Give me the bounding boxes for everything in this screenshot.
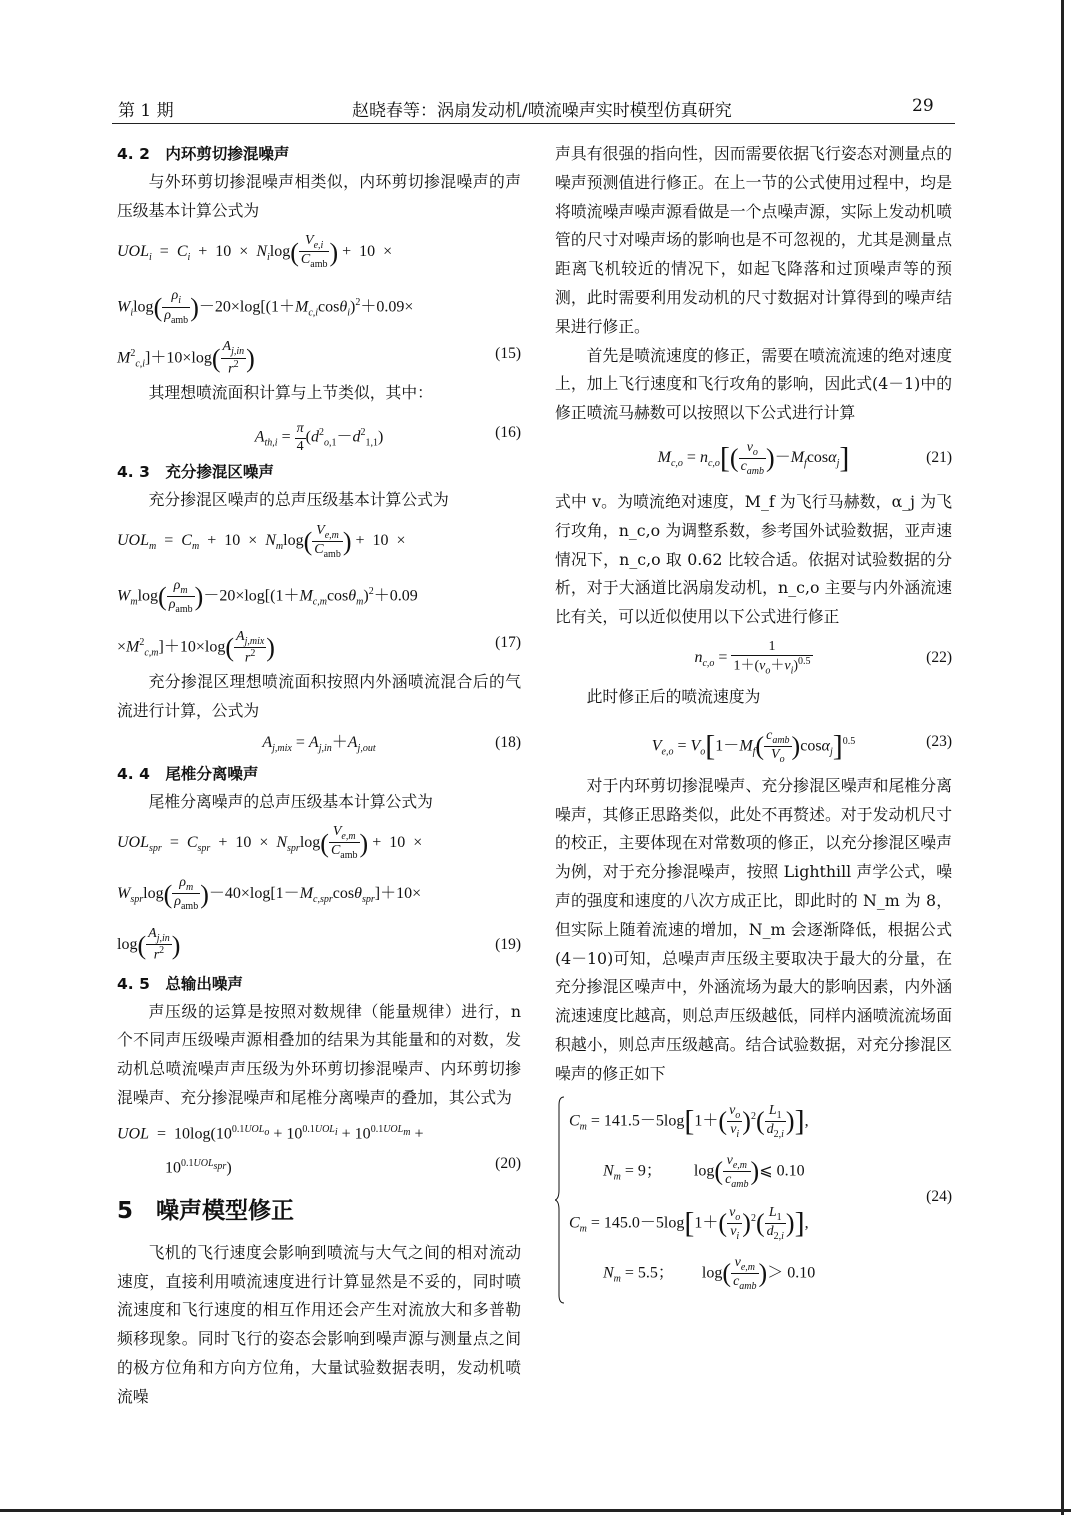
- eq20-line-2: $10^{0.1UOL_{spr}}$) (20): [117, 1147, 521, 1181]
- eq17-number: (17): [495, 634, 521, 652]
- eq24-row-4: $N_m = 5.5$； log( $\frac{v_{e,m}}{c_{amb}}$ )＞ 0.10: [603, 1254, 816, 1292]
- eq23-number: (23): [926, 732, 952, 750]
- eq17-line-3: $\times M^2_{c,m}]+10\times\log$( $\frac{A_{j,mix}}{r^2}$ ) (17): [117, 617, 521, 668]
- eq20-number: (20): [495, 1154, 521, 1172]
- eq18-number: (18): [495, 733, 521, 751]
- eq24-system: [555, 1095, 952, 1305]
- eq21-line: $M_{c,o} = n_{c,o}$[( $\frac{v_o}{c_{amb}}$ )$-M_f\cos\alpha_j$] (21): [555, 428, 952, 488]
- eq23-line: $V_{e,o} = V_o[1-M_f$( $\frac{c_{amb}}{V_o}$ )cosα$_j$]$^{0.5}$ (23): [555, 712, 952, 772]
- section-4-3-para-2: 充分掺混区理想喷流面积按照内外涵喷流混合后的气流进行计算，公式为: [117, 672, 521, 720]
- eq19-line-1: $UOL_{spr} = C_{spr} + 10 \times N_{spr}\log$( $\frac{V_{e,m}}{C_{amb}}$ ) + 10 ×: [117, 824, 423, 862]
- right-para-1: 声具有很强的指向性，因而需要依据飞行姿态对测量点的噪声预测值进行修正。在上一节的公式使用过程中，均是将喷流噪声噪声源看做是一个点噪声源，实际上发动机喷管的尺寸对噪声场的影响也是不可忽视的，尤其是测量点距离飞机较近的情况下，如起飞降落和过顶噪声等的预测，此时需要利用发动机的尺寸数据对计算得到的噪声结果进行修正。: [555, 144, 952, 336]
- eq22-line: $n_{c,o}$ = $\frac{1}{1+(v_o+v_i)^{0.5}}$ (22): [555, 632, 952, 683]
- eq15-line-3: $M^2_{c,i}]+10\times\log$( $\frac{A_{j,in}}{r^2}$ ) (15): [117, 328, 521, 379]
- eq17-line-2: $W_m\log$( $\frac{\rho_m}{\rho_{amb}}$ )$-20\times\log[(1+M_{c,m}\cos\theta_m)^2+0.09$: [117, 578, 418, 616]
- page-frame-bottom: [0, 1509, 1071, 1512]
- page-frame-right: [1061, 0, 1064, 1515]
- eq24-row-3: $C_m = 145.0-5\log[1+$( $\frac{v_o}{v_i}$ )$^2$( $\frac{L_1}{d_{2,i}}$ )],: [569, 1204, 809, 1242]
- page-number: 29: [912, 96, 934, 116]
- section-4-5-heading: 4. 5 总输出噪声: [117, 974, 243, 993]
- eq19-line-2: $W_{spr}\log$( $\frac{\rho_m}{\rho_{amb}}$ )$-40\times\log[1-M_{c,spr}\cos\theta_{spr}]+10\times$: [117, 875, 422, 913]
- eq16-number: (16): [495, 424, 521, 442]
- section-5-heading: 5 噪声模型修正: [117, 1197, 295, 1224]
- eq19-line-3: log( $\frac{A_{j,in}}{r^2}$ ) (19): [117, 919, 521, 970]
- section-4-2-para-1: 与外环剪切掺混噪声相类似，内环剪切掺混噪声的声压级基本计算公式为: [117, 172, 521, 220]
- section-4-3-para-1: 充分掺混区噪声的总声压级基本计算公式为: [148, 490, 449, 510]
- section-4-5-para-1: 声压级的运算是按照对数规律（能量规律）进行，n 个不同声压级噪声源相叠加的结果为其能量和的对数，发动机总喷流噪声声压级为外环剪切掺混噪声、内环剪切掺混噪声、充分掺混噪声和尾椎分离噪声的叠加，其公式为: [117, 1001, 521, 1107]
- eq24-row-1: $C_m = 141.5-5\log[1+$( $\frac{v_o}{v_i}$ )$^2$( $\frac{L_1}{d_{2,i}}$ )],: [569, 1102, 809, 1140]
- header-rule: [112, 123, 955, 124]
- section-4-2-heading: 4. 2 内环剪切掺混噪声: [117, 145, 290, 163]
- right-column: [555, 140, 952, 1305]
- eq21-number: (21): [926, 448, 952, 466]
- left-brace-icon: [555, 1095, 565, 1305]
- eq24-row-2: $N_m = 9$； log( $\frac{v_{e,m}}{c_{amb}}$ )⩽ 0.10: [603, 1152, 805, 1190]
- right-para-2: 首先是喷流速度的修正，需要在喷流流速的绝对速度上，加上飞行速度和飞行攻角的影响，因此式(4－1)中的修正喷流马赫数可以按照以下公式进行计算: [555, 345, 952, 423]
- section-5-para-1: 飞机的飞行速度会影响到喷流与大气之间的相对流动速度，直接利用喷流速度进行计算显然是不妥的，同时喷流速度和飞行速度的相互作用还会产生对流放大和多普勒频移现象。同时飞行的姿态会影响到噪声源与测量点之间的极方位角和方向方位角，大量试验数据表明，发动机喷流噪: [117, 1242, 521, 1406]
- right-para-3: 式中 v。为喷流绝对速度，M_f 为飞行马赫数，α_j 为飞行攻角，n_c,o 为调整系数，参考国外试验数据，亚声速情况下，n_c,o 取 0.62 比较合适。依据对试验数据的分析，对于大涵道比涡扇发动机，n_c,o 主要与内外涵流速比有关，可以近似使用以下公式进行修正: [555, 491, 952, 627]
- eq17-line-1: $UOL_m = C_m + 10 \times N_m\log$( $\frac{V_{e,m}}{C_{amb}}$ ) + 10 ×: [117, 522, 406, 560]
- left-column: [117, 140, 521, 1412]
- running-title: 赵晓春等：涡扇发动机/喷流噪声实时模型仿真研究: [352, 101, 732, 121]
- right-para-4: 此时修正后的喷流速度为: [586, 686, 761, 706]
- section-4-2-para-2: 其理想喷流面积计算与上节类似，其中：: [148, 382, 433, 402]
- eq19-number: (19): [495, 935, 521, 953]
- eq18-line: $A_{j,mix} = A_{j,in}+A_{j,out}$ (18): [117, 726, 521, 760]
- eq16-line: $A_{th,i}$ = $\frac{\pi}{4}$ $(d^2_{o,1}-d^2_{1,1})$ (16): [117, 407, 521, 458]
- eq15-number: (15): [495, 344, 521, 362]
- eq22-number: (22): [926, 648, 952, 666]
- right-para-5: 对于内环剪切掺混噪声、充分掺混区噪声和尾椎分离噪声，其修正思路类似，此处不再赘述。对于发动机尺寸的校正，主要体现在对常数项的修正，以充分掺混区噪声为例，对于充分掺混噪声，按照 Lighthill 声学公式，噪声的强度和速度的八次方成正比，即此时的 N_m 为 8，但实际上随着流速的增加，N_m 会逐渐降低，根据公式(4－10)可知，总噪声声压级主要取决于最大的分量，在充分掺混区噪声中，外涵流场为最大的影响因素，内外涵流速速度比越高，则总声压级越低，同样内涵喷流流场面积越小，则总声压级越高。结合试验数据，对充分掺混区噪声的修正如下: [555, 775, 952, 1083]
- section-4-4-heading: 4. 4 尾椎分离噪声: [117, 764, 259, 783]
- eq24-number: (24): [926, 1187, 952, 1205]
- section-4-4-para-1: 尾椎分离噪声的总声压级基本计算公式为: [148, 791, 433, 811]
- section-4-3-heading: 4. 3 充分掺混区噪声: [117, 463, 274, 482]
- eq15-line-2: $W_i\log$( $\frac{\rho_i}{\rho_{amb}}$ )$-20\times\log[(1+M_{c,i}\cos\theta_i)^2+0.09\times$: [117, 288, 414, 326]
- issue-label: 第 1 期: [118, 101, 174, 121]
- eq20-line-1: UOL = $10\log(10^{0.1UOL_o} + 10^{0.1UOL_i} + 10^{0.1UOL_m}$ +: [117, 1123, 424, 1143]
- eq15-line-1: $UOL_i = C_i + 10 \times N_i\log$( $\frac{V_{e,i}}{C_{amb}}$ ) + 10 ×: [117, 233, 393, 271]
